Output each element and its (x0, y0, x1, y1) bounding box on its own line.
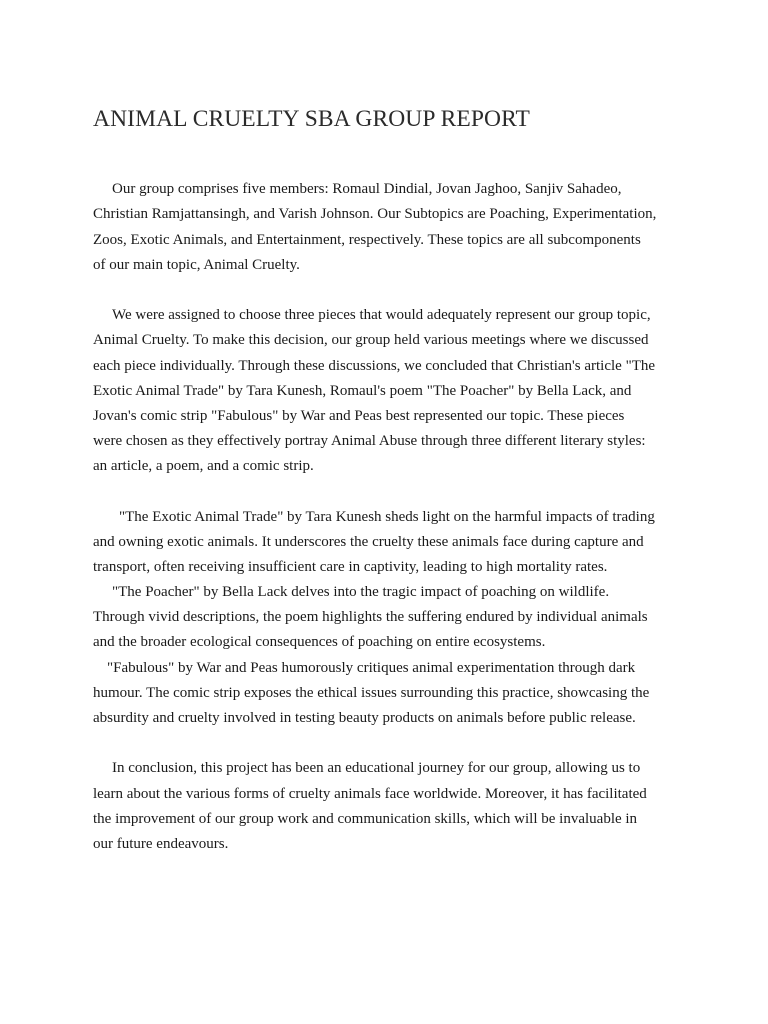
paragraph-3-line-6: and the broader ecological consequences of poaching on entire ecosystems. (93, 634, 546, 650)
paragraph-3-line-1: "The Exotic Animal Trade" by Tara Kunesh sheds light on the harmful impacts of trading (119, 509, 655, 525)
paragraph-1-line-4: of our main topic, Animal Cruelty. (93, 257, 300, 273)
paragraph-2-line-6: were chosen as they effectively portray Animal Abuse through three different literary styles: (93, 433, 646, 449)
paragraph-2-line-7: an article, a poem, and a comic strip. (93, 458, 314, 474)
paragraph-3-line-7: "Fabulous" by War and Peas humorously critiques animal experimentation through dark (107, 660, 636, 676)
paragraph-3-line-2: and owning exotic animals. It underscores the cruelty these animals face during capture and (93, 534, 644, 550)
paragraph-4-line-3: the improvement of our group work and communication skills, which will be invaluable in (93, 811, 638, 827)
paragraph-4-line-2: learn about the various forms of cruelty animals face worldwide. Moreover, it has facilitated (93, 786, 647, 802)
paragraph-4-line-4: our future endeavours. (93, 836, 229, 852)
paragraph-1-line-3: Zoos, Exotic Animals, and Entertainment, respectively. These topics are all subcomponents (93, 232, 641, 248)
document-title: ANIMAL CRUELTY SBA GROUP REPORT (93, 106, 530, 132)
paragraph-2-line-3: each piece individually. Through these discussions, we concluded that Christian's article "The (93, 358, 656, 374)
paragraph-3-line-3: transport, often receiving insufficient care in captivity, leading to high mortality rates. (93, 559, 608, 575)
paragraph-1-line-1: Our group comprises five members: Romaul Dindial, Jovan Jaghoo, Sanjiv Sahadeo, (112, 181, 622, 197)
paragraph-3-line-8: humour. The comic strip exposes the ethical issues surrounding this practice, showcasing the (93, 685, 650, 701)
paragraph-4-line-1: In conclusion, this project has been an educational journey for our group, allowing us to (112, 760, 641, 776)
paragraph-2-line-1: We were assigned to choose three pieces that would adequately represent our group topic, (112, 307, 651, 323)
paragraph-3-line-9: absurdity and cruelty involved in testing beauty products on animals before public release. (93, 710, 636, 726)
paragraph-3-line-5: Through vivid descriptions, the poem highlights the suffering endured by individual animals (93, 609, 648, 625)
paragraph-3-line-4: "The Poacher" by Bella Lack delves into the tragic impact of poaching on wildlife. (112, 584, 610, 600)
paragraph-2-line-4: Exotic Animal Trade" by Tara Kunesh, Romaul's poem "The Poacher" by Bella Lack, and (93, 383, 632, 399)
paragraph-1-line-2: Christian Ramjattansingh, and Varish Johnson. Our Subtopics are Poaching, Experimentation, (93, 206, 657, 222)
paragraph-2-line-5: Jovan's comic strip "Fabulous" by War and Peas best represented our topic. These pieces (93, 408, 625, 424)
paragraph-2-line-2: Animal Cruelty. To make this decision, our group held various meetings where we discussed (93, 332, 649, 348)
